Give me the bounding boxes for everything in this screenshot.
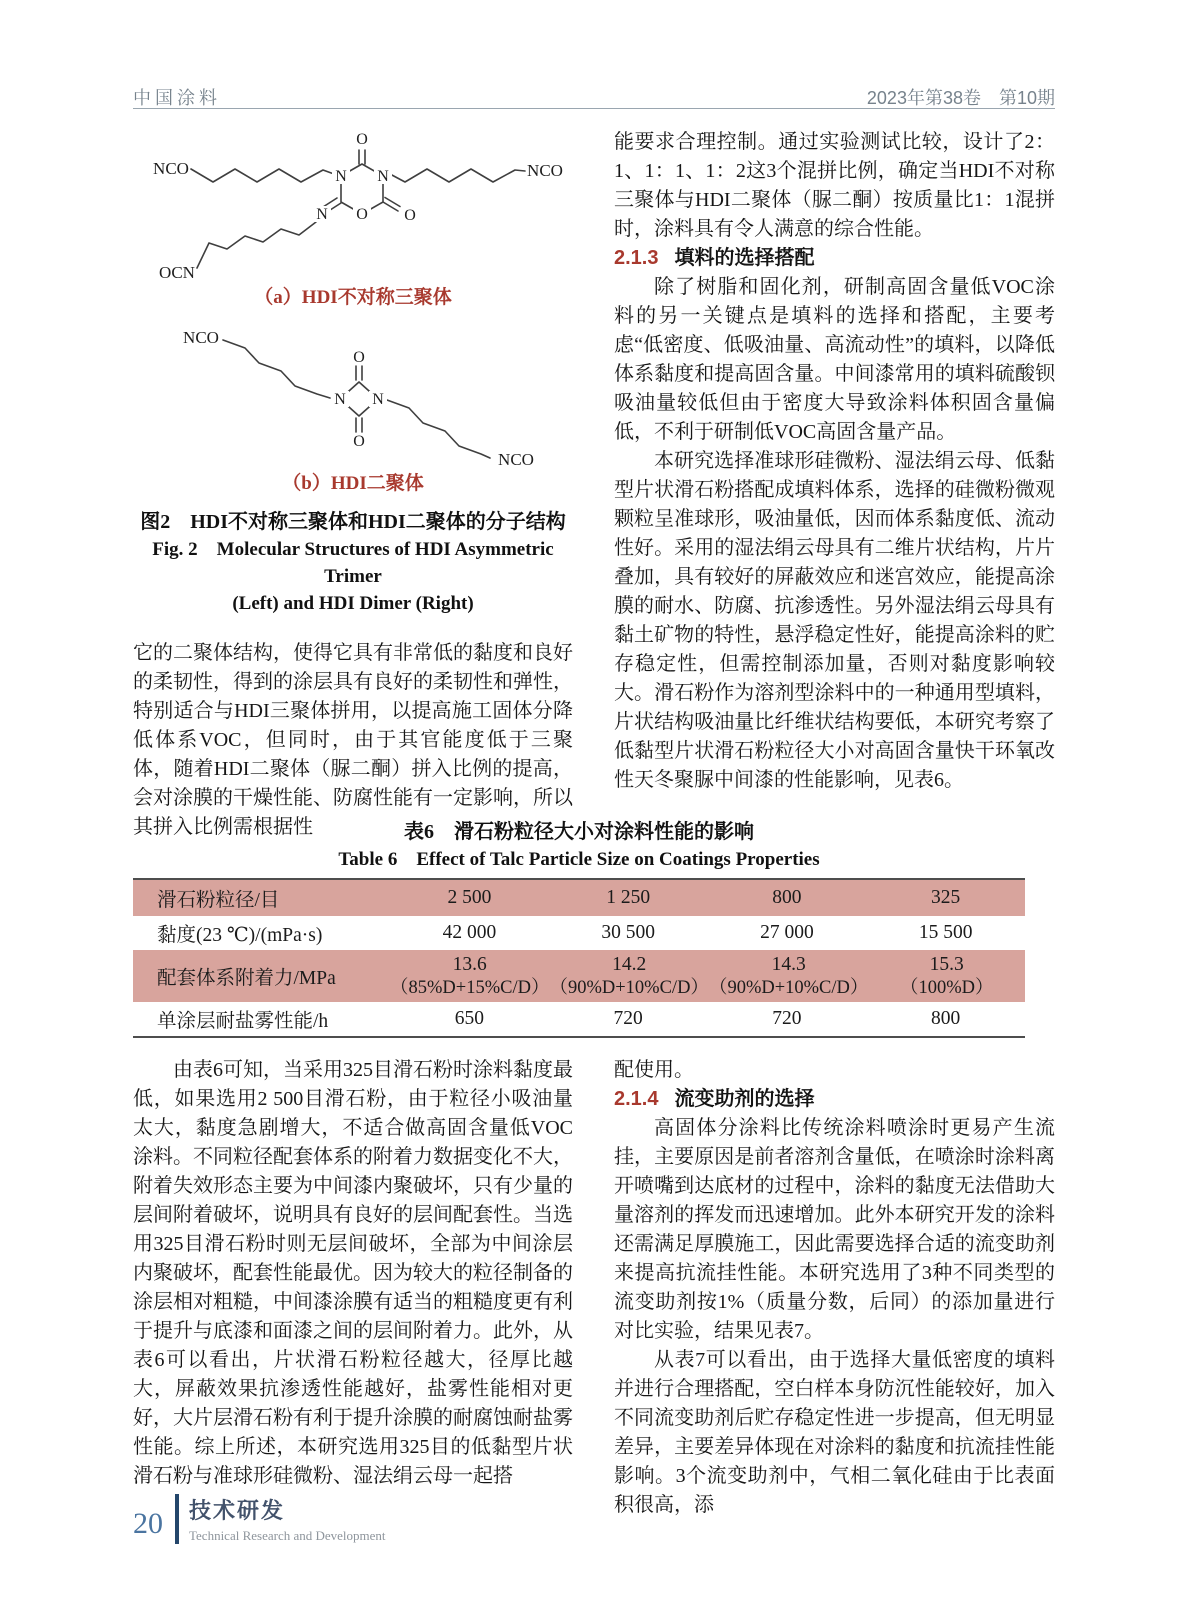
paragraph: 从表7可以看出，由于选择大量低密度的填料并进行合理搭配，空白样本身防沉性能较好，加入不同流变助剂后贮存稳定性进一步提高，但无明显差异，主要差异体现在对涂料的黏度和抗流挂性能影响。3个流变助剂中，气相二氧化硅由于比表面积很高，添: [614, 1349, 1055, 1516]
page-number: 20: [133, 1507, 163, 1540]
table6: [133, 878, 1025, 1038]
right-column-top: [614, 128, 1055, 795]
section-title: 填料的选择搭配: [674, 247, 815, 269]
atom-o-right: O: [404, 207, 416, 224]
right-column-bottom: [614, 1056, 1055, 1520]
row-label: 黏度(23 ℃)/(mPa·s): [157, 925, 323, 946]
table-cell: 42 000: [442, 922, 497, 943]
atom-o-bottom: O: [353, 433, 365, 450]
structure-b-diagram: [133, 320, 570, 472]
journal-title: 中国涂料: [133, 88, 221, 108]
figure2-caption-en-line2: (Left) and HDI Dimer (Right): [232, 593, 474, 614]
footer-divider: [175, 1494, 179, 1544]
section-number: 2.1.3: [614, 247, 659, 269]
page-footer: [133, 1494, 386, 1544]
table-row: [133, 1002, 1025, 1036]
table-cell: 30 500: [601, 922, 655, 943]
cell-detail: （90%D+10%C/D）: [549, 978, 709, 998]
cell-detail: （90%D+10%C/D）: [708, 978, 869, 998]
page-header: [133, 84, 1055, 109]
table6-block: [133, 818, 1025, 1038]
section-heading-2-1-3: [614, 244, 1055, 273]
cell-value: 14.3: [771, 954, 806, 975]
table-cell: 1 250: [606, 887, 651, 908]
footer-section: [189, 1494, 386, 1544]
group-nco-left: NCO: [153, 159, 189, 178]
footer-section-zh: 技术研发: [189, 1498, 286, 1523]
table6-title-zh: 表6 滑石粉粒径大小对涂料性能的影响: [404, 821, 754, 843]
cell-value: 15.3: [929, 954, 964, 975]
section-number: 2.1.4: [614, 1088, 659, 1110]
table-cell: 2 500: [447, 887, 492, 908]
table-cell: [549, 953, 708, 999]
atom-o-top: O: [353, 349, 365, 366]
table-cell: 650: [454, 1008, 484, 1029]
group-nco-right: NCO: [527, 161, 563, 180]
table-cell: 720: [772, 1008, 802, 1029]
table-cell: 15 500: [918, 922, 973, 943]
atom-o-ring: O: [356, 206, 368, 223]
table-row: [133, 880, 1025, 916]
figure2-caption-en-line1: Fig. 2 Molecular Structures of HDI Asymmetric Trimer: [152, 539, 554, 587]
group-ocn-bottom: OCN: [159, 263, 195, 282]
table-cell: [390, 953, 549, 999]
table-cell: 27 000: [760, 922, 814, 943]
table-row: [133, 950, 1025, 1002]
figure2-caption-zh: 图2 HDI不对称三聚体和HDI二聚体的分子结构: [140, 511, 566, 533]
paragraph: 除了树脂和固化剂，研制高固含量低VOC涂料的另一关键点是填料的选择和搭配，主要考虑“低密度、低吸油量、高流动性”的填料，以降低体系黏度和提高固含量。中间漆常用的填料硫酸钡吸油量较低但由于密度大导致涂料体积固含量偏低，不利于研制低VOC高固含量产品。: [614, 276, 1055, 443]
cell-value: 14.2: [612, 954, 647, 975]
left-column-bottom: [133, 1056, 573, 1491]
cell-value: 13.6: [452, 954, 487, 975]
atom-n-imine: N: [316, 206, 328, 223]
structure-a-caption: （a）HDI不对称三聚体: [254, 287, 452, 308]
row-label: 滑石粉粒径/目: [157, 890, 280, 911]
table6-title-en: Table 6 Effect of Talc Particle Size on Coatings Properties: [338, 849, 820, 870]
table-cell: 800: [772, 887, 802, 908]
paragraph-continued: 能要求合理控制。通过实验测试比较，设计了2：1、1：1、1：2这3个混拼比例，确定当HDI不对称三聚体与HDI二聚体（脲二酮）按质量比1：1混拼时，涂料具有令人满意的综合性能。: [614, 131, 1055, 240]
row-label: 单涂层耐盐雾性能/h: [157, 1011, 329, 1032]
atom-n-right: N: [377, 168, 389, 185]
group-nco-right: NCO: [498, 450, 534, 469]
table-cell: 720: [613, 1008, 643, 1029]
paragraph: 高固体分涂料比传统涂料喷涂时更易产生流挂，主要原因是前者溶剂含量低，在喷涂时涂料离开喷嘴到达底材的过程中，涂料的黏度无法借助大量溶剂的挥发而迅速增加。此外本研究开发的涂料还需满足厚膜施工，因此需要选择合适的流变助剂来提高抗流挂性能。本研究选用了3种不同类型的流变助剂按1%（质量分数，后同）的添加量进行对比实验，结果见表7。: [614, 1117, 1055, 1342]
table-cell: 325: [931, 887, 961, 908]
paragraph: 本研究选择准球形硅微粉、湿法绢云母、低黏型片状滑石粉搭配成填料体系，选择的硅微粉微观颗粒呈准球形，吸油量低，因而体系黏度低、流动性好。采用的湿法绢云母具有二维片状结构，片片叠加，具有较好的屏蔽效应和迷宫效应，能提高涂膜的耐水、防腐、抗渗透性。另外湿法绢云母具有黏土矿物的特性，悬浮稳定性好，能提高涂料的贮存稳定性，但需控制添加量，否则对黏度影响较大。滑石粉作为溶剂型涂料中的一种通用型填料，片状结构吸油量比纤维状结构要低，本研究考察了低黏型片状滑石粉粒径大小对高固含量快干环氧改性天冬聚脲中间漆的性能影响，见表6。: [614, 450, 1055, 791]
issue-info: 2023年第38卷 第10期: [866, 88, 1055, 108]
cell-detail: （100%D）: [899, 978, 994, 998]
atom-o-top: O: [356, 131, 368, 148]
table-cell: [868, 953, 1025, 999]
row-label: 配套体系附着力/MPa: [157, 968, 336, 989]
atom-n-right: N: [372, 391, 384, 408]
paragraph-continued: 配使用。: [614, 1059, 694, 1081]
section-title: 流变助剂的选择: [674, 1088, 815, 1110]
table-cell: [709, 953, 868, 999]
figure2-caption: [133, 508, 573, 617]
paragraph: 由表6可知，当采用325目滑石粉时涂料黏度最低，如果选用2 500目滑石粉，由于粒径小吸油量太大，黏度急剧增大，不适合做高固含量低VOC涂料。不同粒径配套体系的附着力数据变化不大，附着失效形态主要为中间漆内聚破坏，只有少量的层间附着破坏，说明具有良好的层间配套性。当选用325目滑石粉时则无层间破坏，全部为中间涂层内聚破坏，配套性能最优。因为较大的粒径制备的涂层相对粗糙，中间漆涂膜有适当的粗糙度更有利于提升与底漆和面漆之间的层间附着力。此外，从表6可以看出，片状滑石粉粒径越大，径厚比越大，屏蔽效果抗渗透性能越好，盐雾性能相对更好，大片层滑石粉有利于提升涂膜的耐腐蚀耐盐雾性能。综上所述，本研究选用325目的低黏型片状滑石粉与准球形硅微粉、湿法绢云母一起搭: [133, 1059, 573, 1487]
atom-n-left: N: [335, 168, 347, 185]
footer-section-en: Technical Research and Development: [189, 1528, 386, 1543]
atom-n-left: N: [334, 391, 346, 408]
structure-a-diagram: [133, 126, 570, 286]
structure-b-caption: （b）HDI二聚体: [282, 473, 424, 494]
left-paragraph: 它的二聚体结构，使得它具有非常低的黏度和良好的柔韧性，得到的涂层具有良好的柔韧性和弹性，特别适合与HDI三聚体拼用，以提高施工固体分降低体系VOC，但同时，由于其官能度低于三聚体，随着HDI二聚体（脲二酮）拼入比例的提高，会对涂膜的干燥性能、防腐性能有一定影响，所以其拼入比例需根据性: [133, 642, 573, 838]
left-column-top: [133, 126, 573, 842]
section-heading-2-1-4: [614, 1085, 1055, 1114]
table-cell: 800: [931, 1008, 961, 1029]
group-nco-left: NCO: [183, 328, 219, 347]
table-row: [133, 916, 1025, 950]
cell-detail: （85%D+15%C/D）: [390, 978, 550, 998]
